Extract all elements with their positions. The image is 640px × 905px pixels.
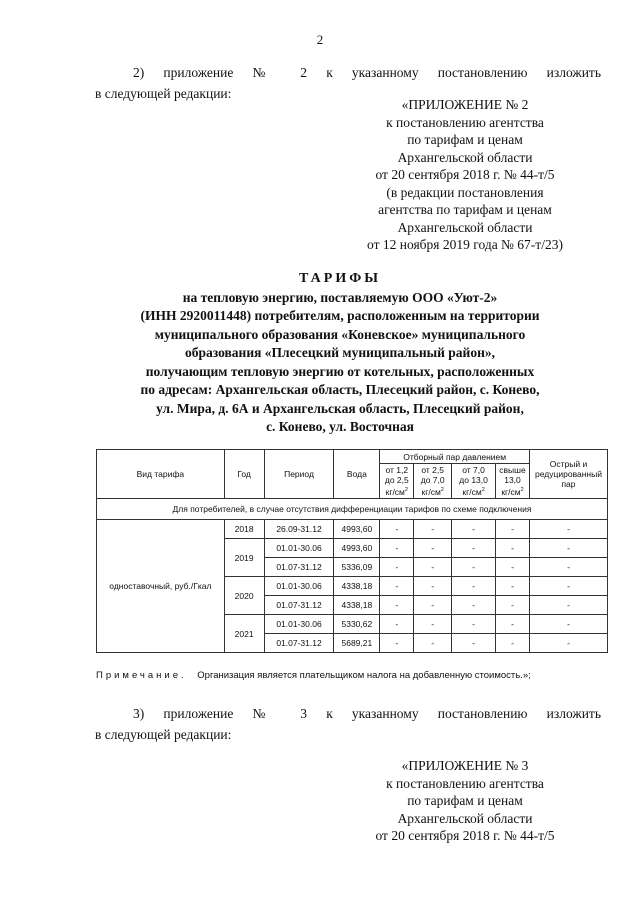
- dash-cell: -: [529, 539, 607, 558]
- dash-cell: -: [380, 539, 414, 558]
- dash-cell: -: [452, 539, 496, 558]
- dash-cell: -: [414, 596, 452, 615]
- appendix-3-line: от 20 сентября 2018 г. № 44-т/5: [375, 828, 555, 843]
- tariff-title: [100, 270, 580, 437]
- appendix-2-header: [355, 96, 575, 254]
- dash-cell: -: [496, 558, 530, 577]
- header-sharp-steam: Острый и редуцированный пар: [529, 450, 607, 499]
- dash-cell: -: [452, 577, 496, 596]
- title-line: (ИНН 2920011448) потребителям, расположенным на территории: [140, 308, 540, 323]
- header-steam-group: Отборный пар давлением: [380, 450, 530, 464]
- header-tariff-type: Вид тарифа: [97, 450, 225, 499]
- title-heading: ТАРИФЫ: [299, 271, 381, 286]
- dash-cell: -: [380, 558, 414, 577]
- title-line: получающим тепловую энергию от котельных, расположенных: [145, 363, 535, 379]
- header-steam-col: от 1,2 до 2,5 $кг/см^2$: [380, 464, 414, 499]
- dash-cell: -: [452, 615, 496, 634]
- dash-cell: -: [496, 634, 530, 653]
- title-line: по адресам: Архангельская область, Плесецкий район, с. Конево,: [140, 382, 540, 397]
- note-label: Примечание.: [96, 670, 187, 681]
- dash-cell: -: [452, 520, 496, 539]
- header-steam-col: от 7,0 до 13,0 $кг/см^2$: [452, 464, 496, 499]
- dash-cell: -: [414, 634, 452, 653]
- dash-cell: -: [414, 577, 452, 596]
- dash-cell: -: [496, 596, 530, 615]
- header-year: Год: [224, 450, 264, 499]
- appendix-2-line: к постановлению агентства: [386, 114, 544, 130]
- dash-cell: -: [496, 615, 530, 634]
- dash-cell: -: [496, 520, 530, 539]
- dash-cell: -: [529, 634, 607, 653]
- year-cell: 2019: [224, 539, 264, 577]
- appendix-3-line: Архангельской области: [397, 810, 533, 826]
- dash-cell: -: [529, 558, 607, 577]
- note: [96, 670, 531, 681]
- title-line: образования «Плесецкий муниципальный район»,: [185, 345, 495, 360]
- title-line: ул. Мира, д. 6А и Архангельская область, Плесецкий район,: [156, 400, 524, 416]
- paragraph-3-line-1: 3) приложение № 3 к указанному постановлению изложить: [133, 706, 601, 721]
- dash-cell: -: [414, 558, 452, 577]
- appendix-2-line: (в редакции постановления: [386, 184, 544, 200]
- appendix-2-line: Архангельской области: [397, 149, 533, 165]
- water-cell: 5689,21: [334, 634, 380, 653]
- water-cell: 5336,09: [334, 558, 380, 577]
- paragraph-3: [95, 703, 601, 745]
- paragraph-3-line-2: в следующей редакции:: [95, 727, 232, 742]
- section-row: Для потребителей, в случае отсутствия дифференциации тарифов по схеме подключения: [97, 499, 608, 520]
- appendix-2-line: от 20 сентября 2018 г. № 44-т/5: [375, 167, 555, 182]
- appendix-2-line: от 12 ноября 2019 года № 67-т/23): [367, 237, 563, 252]
- dash-cell: -: [414, 539, 452, 558]
- appendix-2-line: агентства по тарифам и ценам: [378, 202, 552, 217]
- dash-cell: -: [452, 596, 496, 615]
- period-cell: 01.01-30.06: [264, 539, 334, 558]
- dash-cell: -: [496, 539, 530, 558]
- dash-cell: -: [452, 634, 496, 653]
- period-cell: 01.07-31.12: [264, 558, 334, 577]
- dash-cell: -: [452, 558, 496, 577]
- period-cell: 01.01-30.06: [264, 577, 334, 596]
- dash-cell: -: [529, 577, 607, 596]
- dash-cell: -: [529, 596, 607, 615]
- header-period: Период: [264, 450, 334, 499]
- appendix-3-line: к постановлению агентства: [386, 775, 544, 791]
- dash-cell: -: [380, 577, 414, 596]
- appendix-2-line: «ПРИЛОЖЕНИЕ № 2: [401, 97, 529, 112]
- water-cell: 4993,60: [334, 539, 380, 558]
- appendix-3-header: [355, 757, 575, 845]
- dash-cell: -: [496, 577, 530, 596]
- header-water: Вода: [334, 450, 380, 499]
- dash-cell: -: [529, 520, 607, 539]
- dash-cell: -: [380, 634, 414, 653]
- period-cell: 26.09-31.12: [264, 520, 334, 539]
- period-cell: 01.01-30.06: [264, 615, 334, 634]
- paragraph-2-line-1: 2) приложение № 2 к указанному постановлению изложить: [133, 65, 601, 80]
- appendix-3-line: «ПРИЛОЖЕНИЕ № 3: [401, 758, 529, 773]
- period-cell: 01.07-31.12: [264, 596, 334, 615]
- dash-cell: -: [414, 615, 452, 634]
- year-cell: 2021: [224, 615, 264, 653]
- water-cell: 4993,60: [334, 520, 380, 539]
- year-cell: 2018: [224, 520, 264, 539]
- dash-cell: -: [380, 615, 414, 634]
- title-line: муниципального образования «Коневское» муниципального: [154, 326, 526, 342]
- water-cell: 5330,62: [334, 615, 380, 634]
- year-cell: 2020: [224, 577, 264, 615]
- header-steam-col: свыше 13,0 $кг/см^2$: [496, 464, 530, 499]
- appendix-2-line: Архангельской области: [397, 219, 533, 235]
- dash-cell: -: [380, 520, 414, 539]
- water-cell: 4338,18: [334, 577, 380, 596]
- appendix-2-line: по тарифам и ценам: [407, 132, 523, 147]
- tariff-type-cell: одноставочный, руб./Гкал: [97, 520, 225, 653]
- period-cell: 01.07-31.12: [264, 634, 334, 653]
- paragraph-2-line-2: в следующей редакции:: [95, 86, 232, 101]
- water-cell: 4338,18: [334, 596, 380, 615]
- page-number: 2: [316, 32, 324, 47]
- title-line: с. Конево, ул. Восточная: [266, 419, 414, 434]
- dash-cell: -: [414, 520, 452, 539]
- title-line: на тепловую энергию, поставляемую ООО «Уют-2»: [182, 289, 498, 305]
- header-steam-col: от 2,5 до 7,0 $кг/см^2$: [414, 464, 452, 499]
- tariff-table: [96, 449, 608, 653]
- dash-cell: -: [529, 615, 607, 634]
- appendix-3-line: по тарифам и ценам: [407, 793, 523, 808]
- note-text: Организация является плательщиком налога на добавленную стоимость.»;: [197, 670, 531, 681]
- dash-cell: -: [380, 596, 414, 615]
